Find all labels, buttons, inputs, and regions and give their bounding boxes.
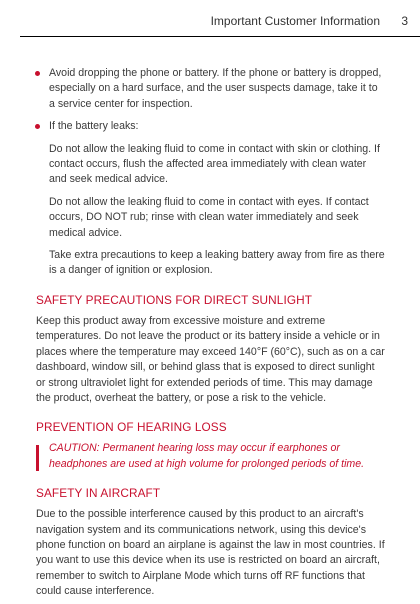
bullet-item (36, 66, 386, 112)
section-heading-hearing: PREVENTION OF HEARING LOSS (36, 420, 227, 435)
leak-paragraph: Do not allow the leaking fluid to come in contact with eyes. If contact occurs, DO NOT rub; rinse with clean water immediately and seek medical advice. (49, 195, 369, 239)
section-body-aircraft: Due to the possible interference caused by this product to an aircraft's navigation system and its communications network, using this device's phone function on board an airplane is against the law in most countries. If you want to use this device when its use is restricted on board an aircraft, remember to switch to Airplane Mode which turns off RF functions that could cause interference. (36, 508, 385, 598)
page-number: 3 (401, 14, 408, 28)
bullet-text: If the battery leaks: (49, 120, 139, 133)
page-header (0, 0, 420, 40)
section-body-sunlight: Keep this product away from excessive moisture and extreme temperatures. Do not leave the product or its battery inside a vehicle or in places where the temperature may exceed 140°F (60°C), such as on a car dashboard, window sill, or behind glass that is exposed to direct sunlight or strong ultraviolet light for extended periods of time. This may damage the product, overheat the battery, or pose a risk to the vehicle. (36, 314, 385, 404)
bullet-item (36, 119, 386, 134)
bullet-dot-icon (35, 71, 40, 76)
caution-bar (36, 445, 39, 471)
section-heading-aircraft: SAFETY IN AIRCRAFT (36, 486, 161, 501)
caution-text: CAUTION: Permanent hearing loss may occur if earphones or headphones are used at high volume for prolonged periods of time. (49, 442, 365, 470)
leak-paragraph: Do not allow the leaking fluid to come in contact with skin or clothing. If contact occurs, flush the affected area immediately with clean water and seek medical advice. (49, 142, 380, 186)
section-heading-sunlight: SAFETY PRECAUTIONS FOR DIRECT SUNLIGHT (36, 292, 313, 307)
header-title: Important Customer Information (210, 14, 380, 28)
leak-paragraph: Take extra precautions to keep a leaking battery away from fire as there is a danger of ignition or explosion. (49, 249, 385, 277)
page-content (36, 66, 386, 600)
header-divider (20, 36, 420, 37)
bullet-dot-icon (35, 124, 40, 129)
caution-block (36, 441, 386, 472)
bullet-text: Avoid dropping the phone or battery. If the phone or battery is dropped, especially on a hard surface, and the user suspects damage, take it to a service center for inspection. (49, 67, 382, 110)
